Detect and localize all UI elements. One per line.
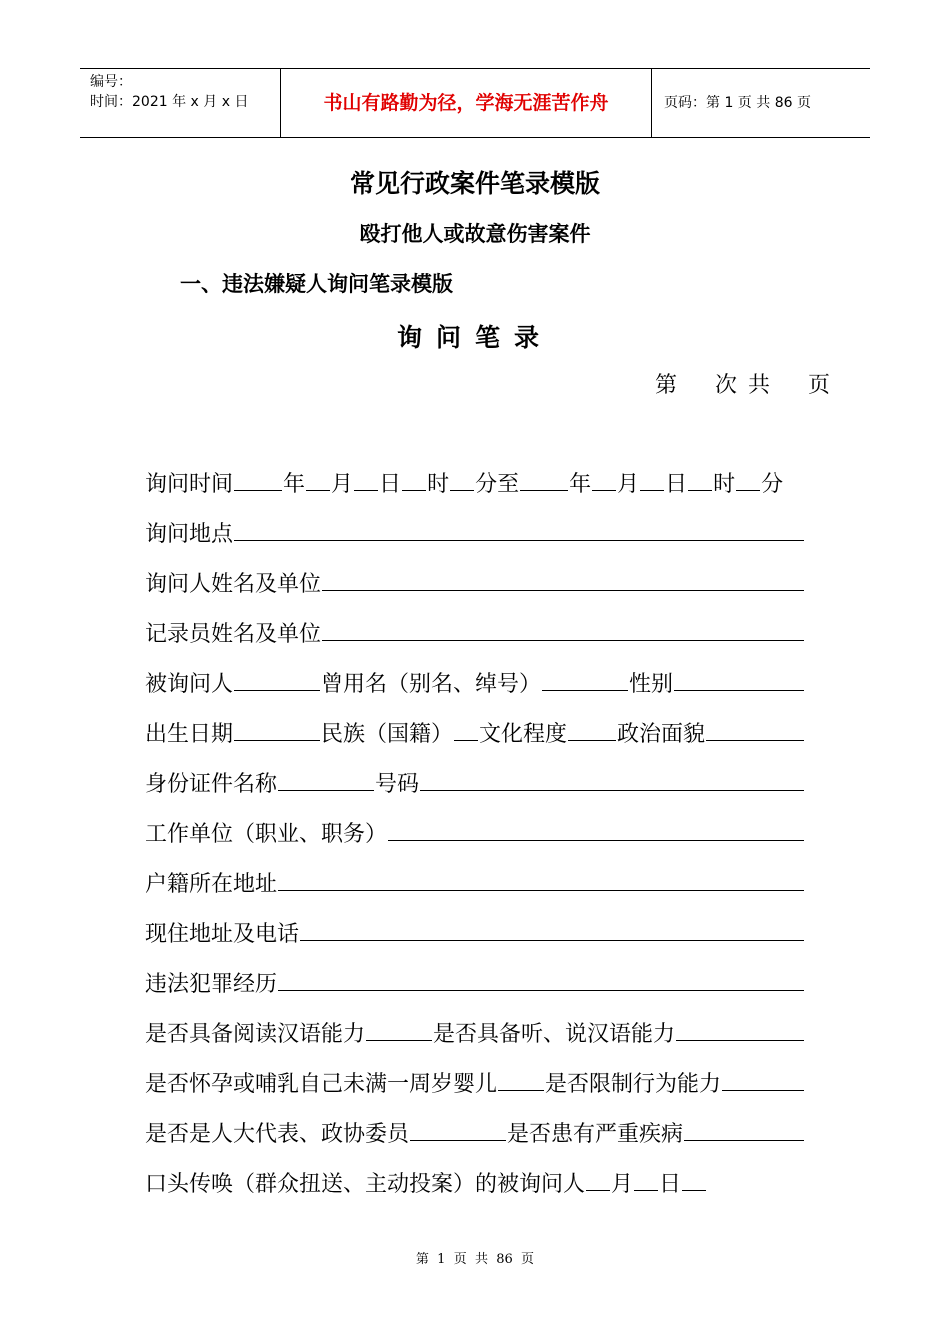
blank-summons-tail[interactable] — [682, 1162, 706, 1191]
form-row-birth — [145, 712, 805, 762]
blank-person-name[interactable] — [234, 662, 320, 691]
page-footer: 第 1 页 共 86 页 — [415, 1252, 535, 1267]
label-day: 日 — [659, 1172, 682, 1197]
blank-inquirer[interactable] — [322, 562, 804, 591]
time-label: 时间：2021 年 x 月 x 日 — [90, 94, 249, 110]
label-day: 日 — [379, 472, 402, 497]
form-row-person — [145, 662, 805, 712]
main-title: 常见行政案件笔录模版 — [349, 169, 600, 198]
label-work-unit: 工作单位（职业、职务） — [145, 822, 388, 847]
blank-summons-month[interactable] — [586, 1162, 610, 1191]
blank-education[interactable] — [568, 712, 616, 741]
blank-end-minute[interactable] — [736, 462, 760, 491]
form-row-place — [145, 512, 805, 562]
form-row-record — [145, 962, 805, 1012]
label-current-address: 现住地址及电话 — [145, 922, 300, 947]
label-serious-illness: 是否患有严重疾病 — [507, 1122, 684, 1147]
label-minute-to: 分至 — [475, 472, 520, 497]
label-criminal-record: 违法犯罪经历 — [145, 972, 278, 997]
blank-alias[interactable] — [542, 662, 628, 691]
label-month: 月 — [331, 472, 354, 497]
label-recorder: 记录员姓名及单位 — [145, 622, 322, 647]
label-gender: 性别 — [629, 672, 674, 697]
label-minute: 分 — [761, 472, 784, 497]
blank-gender[interactable] — [674, 662, 804, 691]
blank-id-type[interactable] — [278, 762, 374, 791]
header-table — [80, 68, 870, 138]
blank-start-year[interactable] — [234, 462, 282, 491]
inquiry-form — [145, 462, 805, 1212]
label-birth-date: 出生日期 — [145, 722, 234, 747]
blank-summons-day[interactable] — [634, 1162, 658, 1191]
blank-deputy[interactable] — [410, 1112, 506, 1141]
section-title: 一、违法嫌疑人询问笔录模版 — [180, 272, 453, 296]
blank-end-day[interactable] — [640, 462, 664, 491]
form-row-language — [145, 1012, 805, 1062]
label-education: 文化程度 — [479, 722, 568, 747]
blank-work-unit[interactable] — [388, 812, 804, 841]
form-row-summons — [145, 1162, 805, 1212]
label-id-number: 号码 — [375, 772, 420, 797]
label-year: 年 — [569, 472, 592, 497]
page-label: 页码：第 1 页 共 86 页 — [664, 95, 811, 111]
form-row-pregnancy — [145, 1062, 805, 1112]
label-day: 日 — [665, 472, 688, 497]
label-year: 年 — [283, 472, 306, 497]
label-deputy: 是否是人大代表、政协委员 — [145, 1122, 410, 1147]
header-left-cell — [80, 69, 281, 137]
label-hour: 时 — [713, 472, 736, 497]
form-row-recorder — [145, 612, 805, 662]
label-limited-capacity: 是否限制行为能力 — [545, 1072, 722, 1097]
label-household-address: 户籍所在地址 — [145, 872, 278, 897]
form-row-deputy — [145, 1112, 805, 1162]
blank-birth-date[interactable] — [234, 712, 320, 741]
form-row-current-address — [145, 912, 805, 962]
blank-end-year[interactable] — [520, 462, 568, 491]
label-inquiry-place: 询问地点 — [145, 522, 234, 547]
sub-title: 殴打他人或故意伤害案件 — [359, 222, 591, 246]
blank-limited-capacity[interactable] — [722, 1062, 804, 1091]
blank-ethnicity[interactable] — [454, 712, 478, 741]
record-page-info: 第 次 共 页 — [655, 373, 832, 398]
label-inquiry-time: 询问时间 — [145, 472, 234, 497]
label-summons: 口头传唤（群众扭送、主动投案）的被询问人 — [145, 1172, 586, 1197]
blank-political-status[interactable] — [706, 712, 804, 741]
label-inquired-person: 被询问人 — [145, 672, 234, 697]
blank-start-minute[interactable] — [450, 462, 474, 491]
form-row-household — [145, 862, 805, 912]
form-row-work — [145, 812, 805, 862]
blank-end-month[interactable] — [592, 462, 616, 491]
blank-id-number[interactable] — [420, 762, 804, 791]
blank-end-hour[interactable] — [688, 462, 712, 491]
form-row-inquirer — [145, 562, 805, 612]
blank-serious-illness[interactable] — [684, 1112, 804, 1141]
blank-criminal-record[interactable] — [278, 962, 804, 991]
blank-start-month[interactable] — [306, 462, 330, 491]
form-row-time — [145, 462, 805, 512]
blank-speaking-ability[interactable] — [676, 1012, 804, 1041]
blank-start-hour[interactable] — [402, 462, 426, 491]
motto: 书山有路勤为径，学海无涯苦作舟 — [281, 69, 652, 137]
label-hour: 时 — [427, 472, 450, 497]
label-inquirer: 询问人姓名及单位 — [145, 572, 322, 597]
blank-household-address[interactable] — [278, 862, 804, 891]
blank-reading-ability[interactable] — [366, 1012, 432, 1041]
number-label: 编号： — [90, 74, 132, 90]
blank-start-day[interactable] — [354, 462, 378, 491]
label-speaking-ability: 是否具备听、说汉语能力 — [433, 1022, 676, 1047]
label-ethnicity: 民族（国籍） — [321, 722, 454, 747]
label-pregnancy: 是否怀孕或哺乳自己未满一周岁婴儿 — [145, 1072, 498, 1097]
label-id-type: 身份证件名称 — [145, 772, 278, 797]
label-alias: 曾用名（别名、绰号） — [321, 672, 542, 697]
label-reading-ability: 是否具备阅读汉语能力 — [145, 1022, 366, 1047]
label-month: 月 — [617, 472, 640, 497]
blank-place[interactable] — [234, 512, 804, 541]
blank-current-address[interactable] — [300, 912, 804, 941]
blank-recorder[interactable] — [322, 612, 804, 641]
label-month: 月 — [611, 1172, 634, 1197]
record-title: 询问笔录 — [396, 323, 553, 352]
label-political-status: 政治面貌 — [617, 722, 706, 747]
form-row-id — [145, 762, 805, 812]
blank-pregnancy[interactable] — [498, 1062, 544, 1091]
